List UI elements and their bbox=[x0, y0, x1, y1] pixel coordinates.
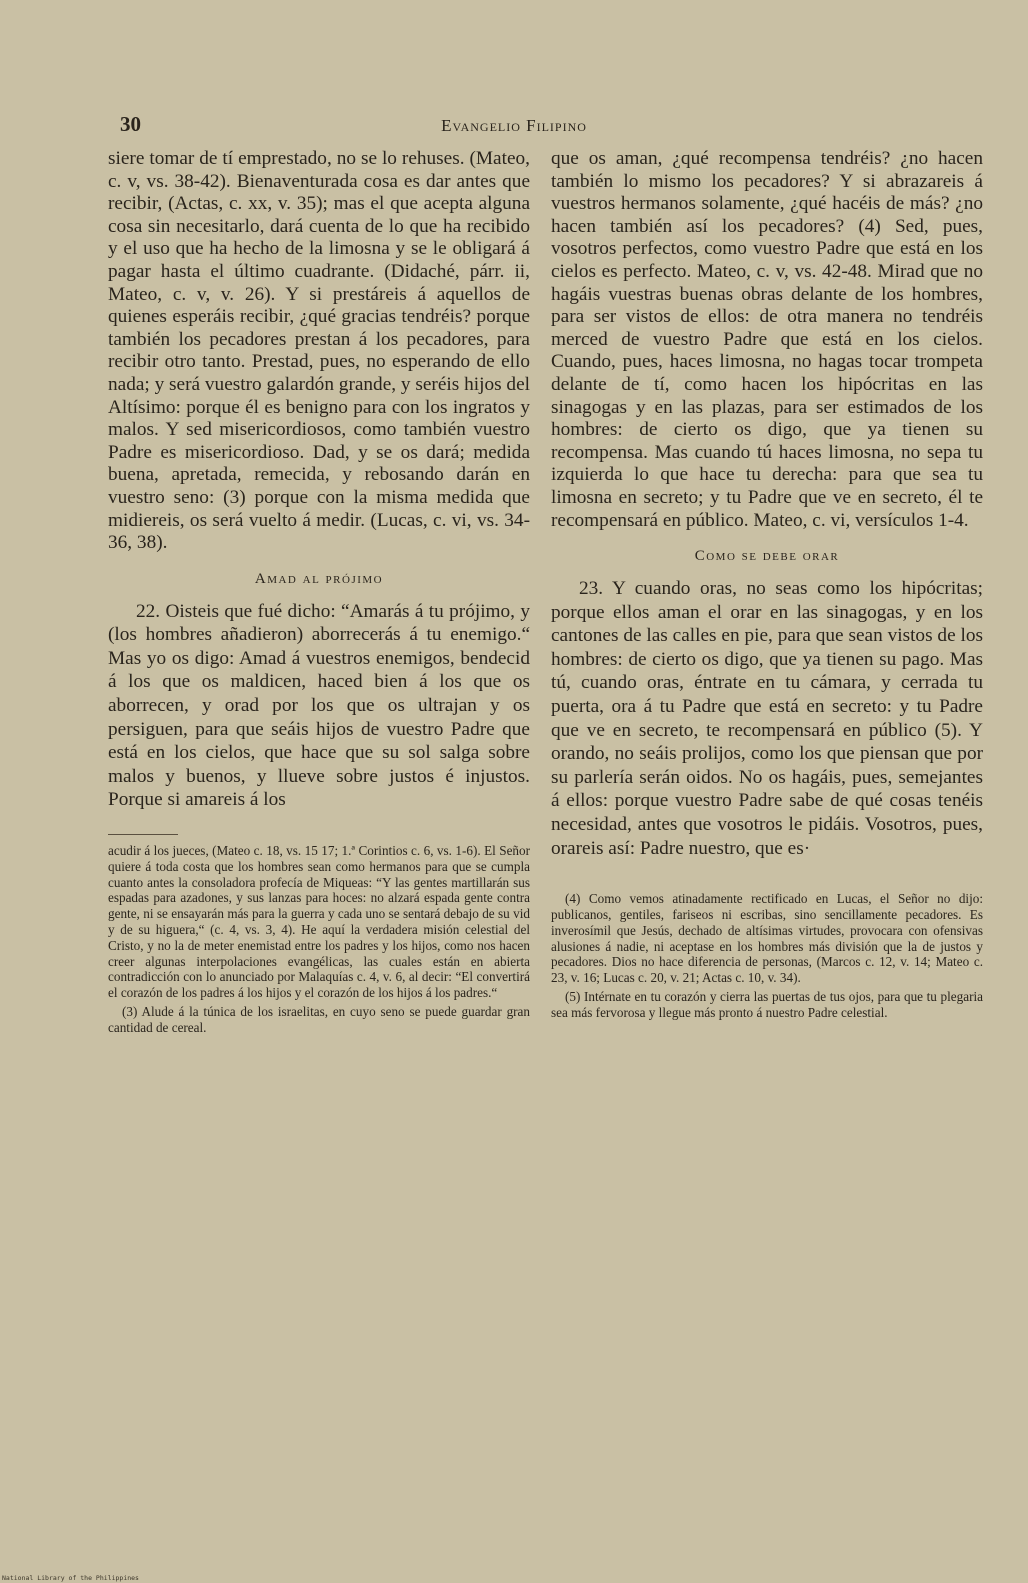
section-heading-como-se-debe-orar: Como se debe orar bbox=[694, 548, 840, 565]
section-heading-amad-al-projimo: Amad al prójimo bbox=[254, 570, 384, 587]
running-head: Evangelio Filipino bbox=[441, 116, 587, 135]
footnote-rule bbox=[108, 834, 178, 835]
footnote-4: (4) Como vemos atinadamente rectificado en Lucas, el Señor no dijo: publicanos, gentiles, fariseos ni escribas, sino sencillamente pecadores. Es inverosímil que Jesús, dechado de altísimas virtudes, provocara con ofensivas alusiones á nadie, ni aceptase en los hombres más división que la de justos y pecadores. Dios no hace diferencia de personas, (Marcos c. 12, v. 14; Mateo c. 23, v. 16; Lucas c. 20, v. 21; Actas c. 10, v. 34). bbox=[551, 891, 983, 986]
footnote-5: (5) Intérnate en tu corazón y cierra las puertas de tus ojos, para que tu plegaria sea más fervorosa y llegue más pronto á nuestro Padre celestial. bbox=[551, 989, 983, 1020]
right-paragraph-23: 23. Y cuando oras, no seas como los hipócritas; porque ellos aman el orar en las sinagogas, y en los cantones de las calles en pie, para que sean vistos de los hombres: de cierto os digo, que ya tienen su pago. Mas tú, cuando oras, éntrate en tu cámara, y cerrada tu puerta, ora á tu Padre que está en secreto: y tu Padre que ve en secreto, te recompensará en público (5). Y orando, no seáis prolijos, como los que piensan que por su parlería serán oidos. No os hagáis, pues, semejantes á ellos: porque vuestro Padre sabe de qué cosas tenéis necesidad, antes que vosotros le pidáis. Vosotros, pues, orareis así: Padre nuestro, que es· bbox=[551, 578, 983, 859]
right-paragraph-continued: que os aman, ¿qué recompensa tendréis? ¿no hacen también lo mismo los pecadores? Y si abrazareis á vuestros hermanos solamente, ¿qué hacéis de más? ¿no hacen también así los pecadores? (4) Sed, pues, vosotros perfectos, como vuestro Padre que está en los cielos es perfecto. Mateo, c. v, vs. 42-48. Mirad que no hagáis vuestras buenas obras delante de los hombres, para ser vistos de ellos: de otra manera no tendréis merced de vuestro Padre que está en los cielos. Cuando, pues, haces limosna, no hagas tocar trompeta delante de tí, como hacen los hipócritas en las sinagogas y en las plazas, para ser estimados de los hombres: de cierto os digo, que ya tienen su recompensa. Mas cuando tú haces limosna, no sepa tu izquierda lo que hace tu derecha: para que sea tu limosna en secreto; y tu Padre que ve en secreto, él te recompensará en público. Mateo, c. vi, versículos 1-4. bbox=[551, 148, 983, 531]
left-paragraph-continued: siere tomar de tí emprestado, no se lo rehuses. (Mateo, c. v, vs. 38-42). Bienaventurada cosa es dar antes que recibir, (Actas, c. xx, v. 35); mas el que acepta alguna cosa sin necesitarlo, dará cuenta de lo que ha recibido y el uso que ha hecho de la limosna y se le obligará á pagar hasta el último cuadrante. (Didaché, párr. ii, Mateo, c. v, v. 26). Y si prestáreis á aquellos de quienes esperáis recibir, ¿qué gracias tendréis? porque también los pecadores prestan á los pecadores, para recibir otro tanto. Prestad, pues, no esperando de ello nada; y será vuestro galardón grande, y seréis hijos del Altísimo: porque él es benigno para con los ingratos y malos. Y sed misericordiosos, como también vuestro Padre es misericordioso. Dad, y se os dará; medida buena, apretada, remecida, y rebosando darán en vuestro seno: (3) porque con la misma medida que midiereis, os será vuelto á medir. (Lucas, c. vi, vs. 34-36, 38). bbox=[108, 148, 530, 554]
right-column bbox=[551, 148, 983, 1021]
footnote-3: (3) Alude á la túnica de los israelitas, en cuyo seno se puede guardar gran cantidad de cereal. bbox=[108, 1004, 530, 1035]
footnote-continued: acudir á los jueces, (Mateo c. 18, vs. 15 17; 1.ª Corintios c. 6, vs. 1-6). El Señor quiere á toda costa que los hombres sean como hermanos para que se cumpla cuanto antes la consoladora profecía de Miqueas: “Y las gentes martillarán sus espadas para azadones, y sus lanzas para hoces: no alzará espada gente contra gente, ni se ensayarán más para la guerra y cada uno se sentará debajo de su vid y de su higuera,“ (c. 4, vs. 3, 4). He aquí la verdadera misión celestial del Cristo, y no la de meter enemistad entre los padres y los hijos, como nos hacen creer algunas interpolaciones evangélicas, las cuales están en abierta contradicción con lo anunciado por Malaquías c. 4, v. 6, al decir: “El convertirá el corazón de los padres á los hijos y el corazón de los hijos á los padres.“ bbox=[108, 843, 530, 1001]
library-credit: National Library of the Philippines bbox=[2, 1574, 139, 1582]
page-number: 30 bbox=[120, 112, 141, 136]
left-paragraph-22: 22. Oisteis que fué dicho: “Amarás á tu prójimo, y (los hombres añadieron) aborrecerás á tu enemigo.“ Mas yo os digo: Amad á vuestros enemigos, bendecid á los que os maldicen, haced bien á los que os aborrecen, y orad por los que os ultrajan y os persiguen, para que seáis hijos de vuestro Padre que está en los cielos, que hace que su sol salga sobre malos y buenos, y llueve sobre justos é injustos. Porque si amareis á los bbox=[108, 600, 530, 811]
left-column bbox=[108, 148, 530, 1036]
